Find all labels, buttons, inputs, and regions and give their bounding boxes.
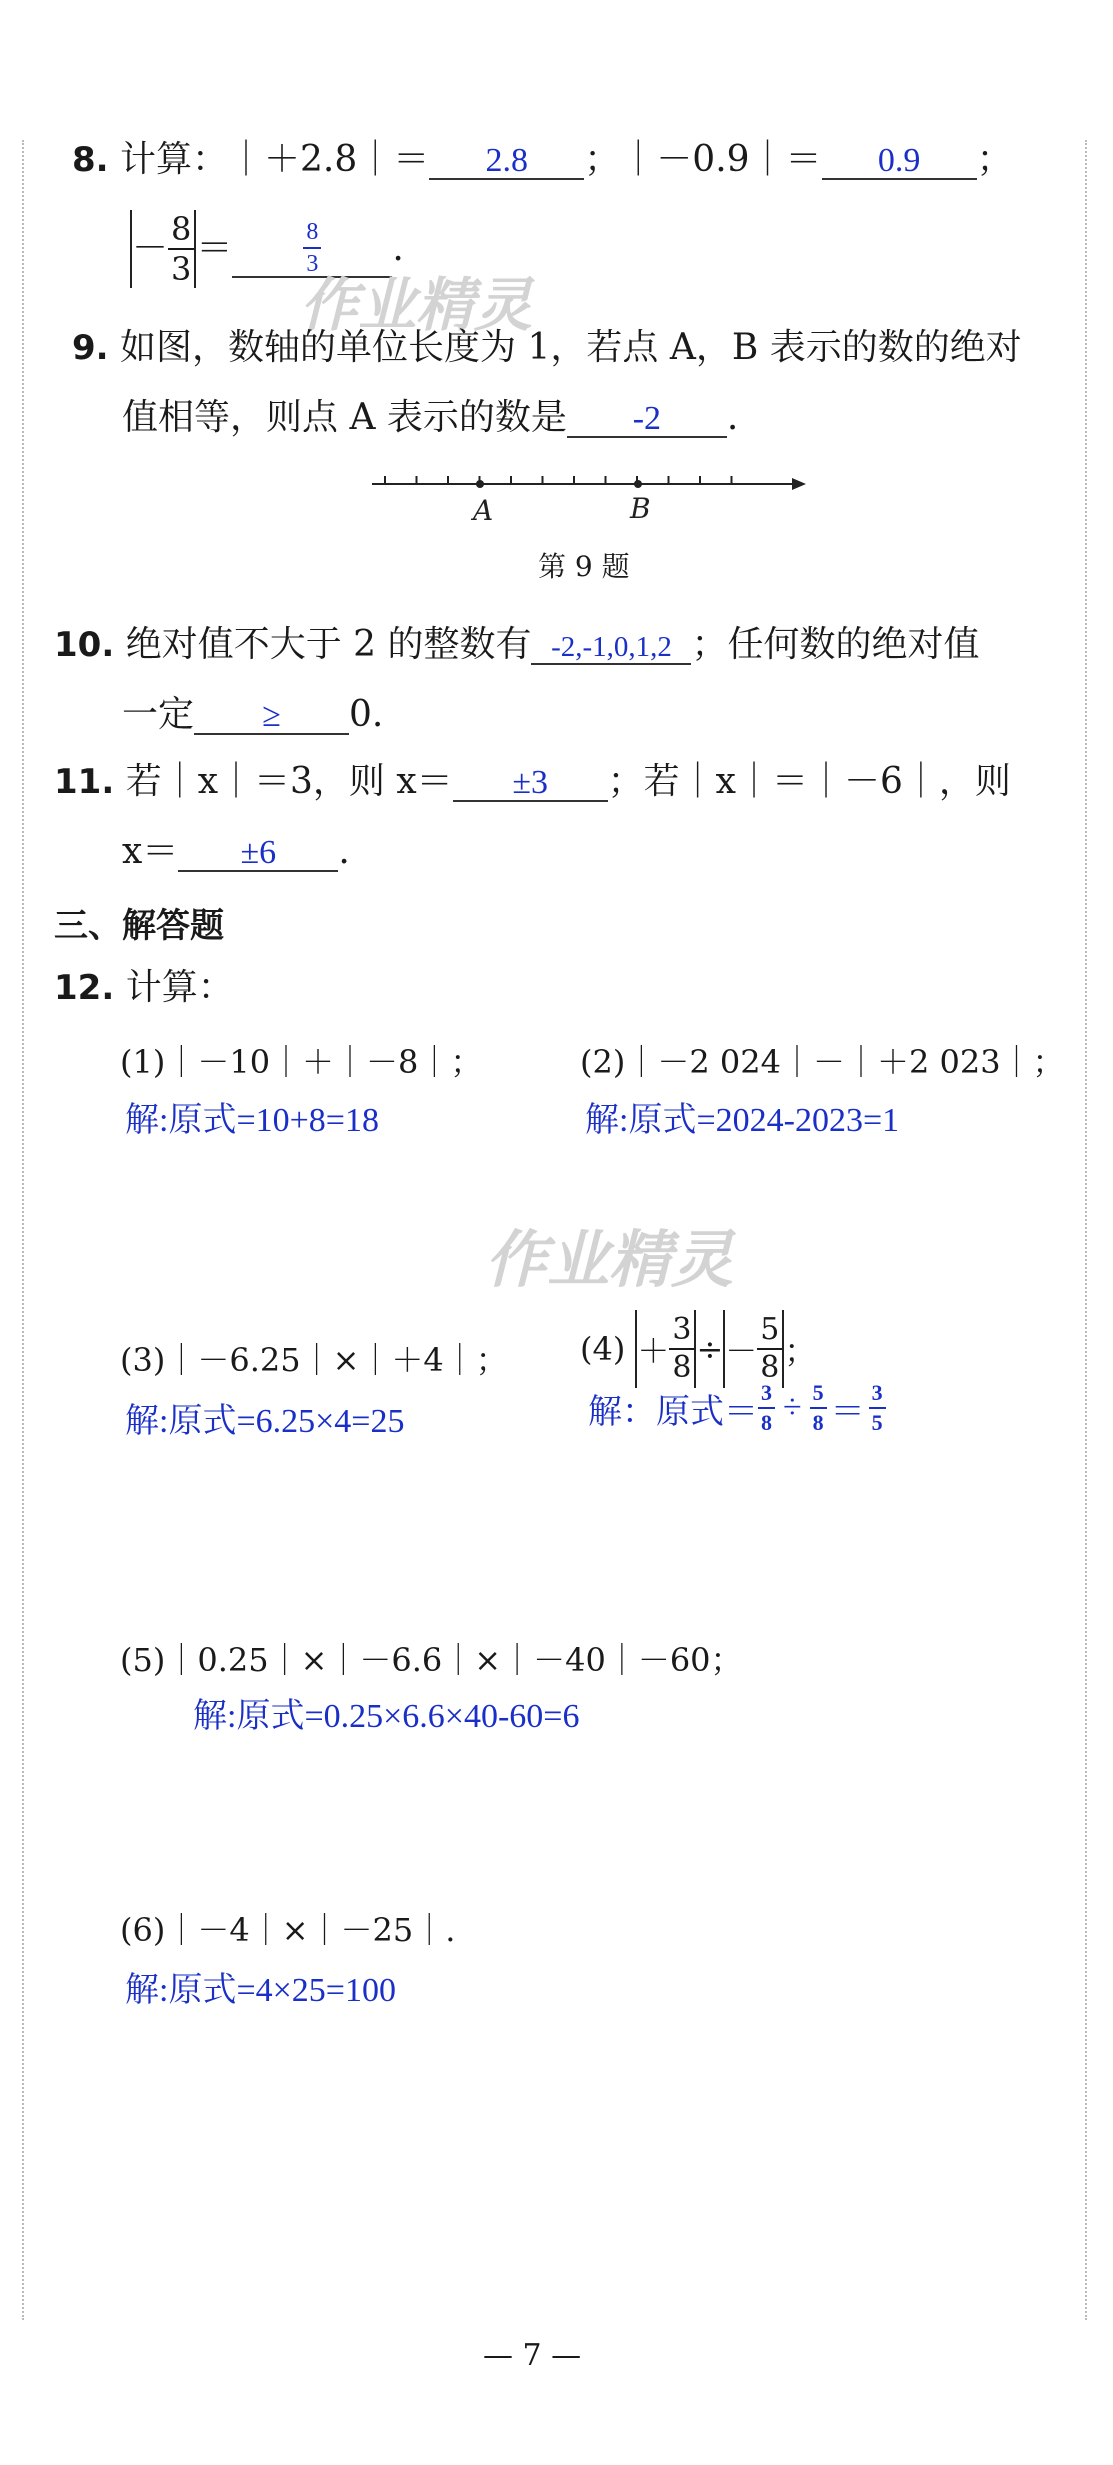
minus-sign: － bbox=[132, 228, 169, 269]
problem-2: (2)｜－2 024｜－｜＋2 023｜； bbox=[580, 1043, 1065, 1081]
solution-1: 解:原式=10+8=18 bbox=[125, 1102, 379, 1139]
solution-5: 解:原式=0.25×6.6×40-60=6 bbox=[193, 1698, 580, 1735]
problem-5: (5)｜0.25｜×｜－6.6｜×｜－40｜－60； bbox=[120, 1641, 743, 1679]
denominator: 8 bbox=[760, 1350, 780, 1385]
question-12-title bbox=[54, 967, 234, 1008]
question-10-text3: 一定 bbox=[122, 694, 195, 735]
question-8-text: 计算：｜＋2.8｜＝ bbox=[120, 139, 430, 180]
question-11-line2 bbox=[122, 831, 350, 872]
question-11-line1 bbox=[54, 761, 1011, 802]
page-number: — 7 — bbox=[483, 2338, 582, 2373]
question-11-text1: 若｜x｜＝3，则 x＝ bbox=[125, 761, 453, 802]
answer-blank-11b bbox=[178, 834, 338, 872]
question-10-text1: 绝对值不大于 2 的整数有 bbox=[125, 624, 532, 665]
watermark-2: 作业精灵 bbox=[485, 1223, 734, 1296]
label-b: B bbox=[630, 492, 651, 525]
answer-10b: ≥ bbox=[262, 697, 281, 734]
solution-4-prefix: 解：原式＝ bbox=[588, 1393, 758, 1431]
denominator: 8 bbox=[672, 1350, 692, 1385]
numerator: 5 bbox=[757, 1315, 782, 1350]
question-10-number: 10. bbox=[54, 625, 115, 665]
number-line-arrow bbox=[792, 478, 806, 490]
problem-4-fraction-2 bbox=[757, 1312, 782, 1385]
numerator: 3 bbox=[669, 1315, 694, 1350]
answer-9: -2 bbox=[632, 400, 662, 437]
fraction-8-3 bbox=[168, 210, 194, 288]
question-12-text: 计算： bbox=[125, 967, 234, 1008]
solution-4-eq: ＝ bbox=[830, 1393, 865, 1431]
question-12-number: 12. bbox=[54, 968, 115, 1008]
point-a bbox=[476, 480, 484, 488]
solution-4-fraction-3 bbox=[869, 1382, 886, 1434]
question-11-number: 11. bbox=[54, 762, 115, 802]
denominator: 5 bbox=[871, 1410, 883, 1435]
label-a: A bbox=[473, 494, 494, 527]
number-line-figure bbox=[360, 460, 820, 540]
question-9-end: . bbox=[726, 397, 739, 438]
answer-11a: ±3 bbox=[512, 764, 548, 801]
answer-blank-8a bbox=[429, 142, 584, 180]
answer-blank-9 bbox=[567, 400, 727, 438]
question-10-text2: ；任何数的绝对值 bbox=[691, 624, 980, 665]
numerator: 5 bbox=[810, 1382, 827, 1409]
question-8-end: . bbox=[392, 228, 404, 269]
solution-6: 解:原式=4×25=100 bbox=[125, 1972, 396, 2009]
question-10-text4: 0. bbox=[349, 694, 384, 735]
minus-sign: － bbox=[725, 1332, 758, 1370]
figure-caption: 第 9 题 bbox=[538, 550, 630, 583]
question-8-sep: ；｜－0.9｜＝ bbox=[584, 139, 822, 180]
question-8-number: 8. bbox=[72, 140, 109, 180]
question-11-text2: ；若｜x｜＝｜－6｜，则 bbox=[607, 761, 1011, 802]
numerator: 3 bbox=[869, 1382, 886, 1409]
solution-4-fraction-1 bbox=[758, 1382, 775, 1434]
solution-3: 解:原式=6.25×4=25 bbox=[125, 1403, 405, 1440]
solution-2: 解:原式=2024-2023=1 bbox=[585, 1102, 900, 1139]
answer-10a: -2,-1,0,1,2 bbox=[551, 631, 672, 663]
problem-4 bbox=[580, 1310, 816, 1388]
question-9-text1: 如图，数轴的单位长度为 1，若点 A，B 表示的数的绝对 bbox=[120, 327, 1022, 368]
question-11-text3: x＝ bbox=[122, 831, 179, 872]
problem-4-label: (4) bbox=[580, 1330, 626, 1368]
problem-6: (6)｜－4｜×｜－25｜. bbox=[120, 1911, 456, 1949]
problem-1: (1)｜－10｜＋｜－8｜； bbox=[120, 1043, 483, 1081]
answer-blank-8b bbox=[822, 142, 977, 180]
numerator: 3 bbox=[758, 1382, 775, 1409]
fraction-denominator: 3 bbox=[171, 250, 192, 288]
answer-blank-10b bbox=[194, 697, 349, 735]
number-line-ticks bbox=[385, 476, 732, 484]
question-11-text4: . bbox=[338, 831, 350, 872]
question-10-line1 bbox=[54, 624, 980, 665]
section-header: 三、解答题 bbox=[54, 906, 224, 946]
plus-sign: ＋ bbox=[637, 1332, 670, 1370]
right-margin-guide bbox=[1085, 140, 1087, 2320]
question-10-line2 bbox=[122, 694, 384, 735]
watermark-1: 作业精灵 bbox=[300, 271, 533, 339]
left-margin-guide bbox=[22, 140, 24, 2320]
solution-4-fraction-2 bbox=[810, 1382, 827, 1434]
problem-3: (3)｜－6.25｜×｜＋4｜； bbox=[120, 1341, 508, 1379]
semicolon: ； bbox=[784, 1332, 817, 1370]
answer-11b: ±6 bbox=[240, 834, 277, 871]
question-9-text2: 值相等，则点 A 表示的数是 bbox=[122, 397, 567, 438]
answer-8a: 2.8 bbox=[485, 142, 529, 179]
question-8-tail: ； bbox=[976, 139, 1013, 180]
divide-sign: ÷ bbox=[696, 1330, 724, 1368]
answer-8c-numerator: 8 bbox=[303, 220, 321, 249]
denominator: 8 bbox=[761, 1410, 772, 1435]
question-9-number: 9. bbox=[72, 328, 109, 368]
answer-blank-10a bbox=[531, 627, 691, 665]
fraction-numerator: 8 bbox=[168, 213, 194, 250]
denominator: 8 bbox=[812, 1410, 824, 1435]
solution-4-div: ÷ bbox=[783, 1389, 802, 1426]
answer-8b: 0.9 bbox=[877, 142, 921, 179]
question-9-line2 bbox=[122, 397, 739, 438]
question-8-line1 bbox=[72, 139, 1013, 180]
solution-4 bbox=[588, 1382, 886, 1434]
problem-4-fraction-1 bbox=[669, 1312, 694, 1385]
answer-blank-11a bbox=[453, 764, 608, 802]
point-b bbox=[634, 480, 642, 488]
equals-sign: ＝ bbox=[196, 228, 233, 269]
question-9-line1 bbox=[72, 327, 1022, 368]
answer-8c-denominator: 3 bbox=[306, 251, 319, 277]
